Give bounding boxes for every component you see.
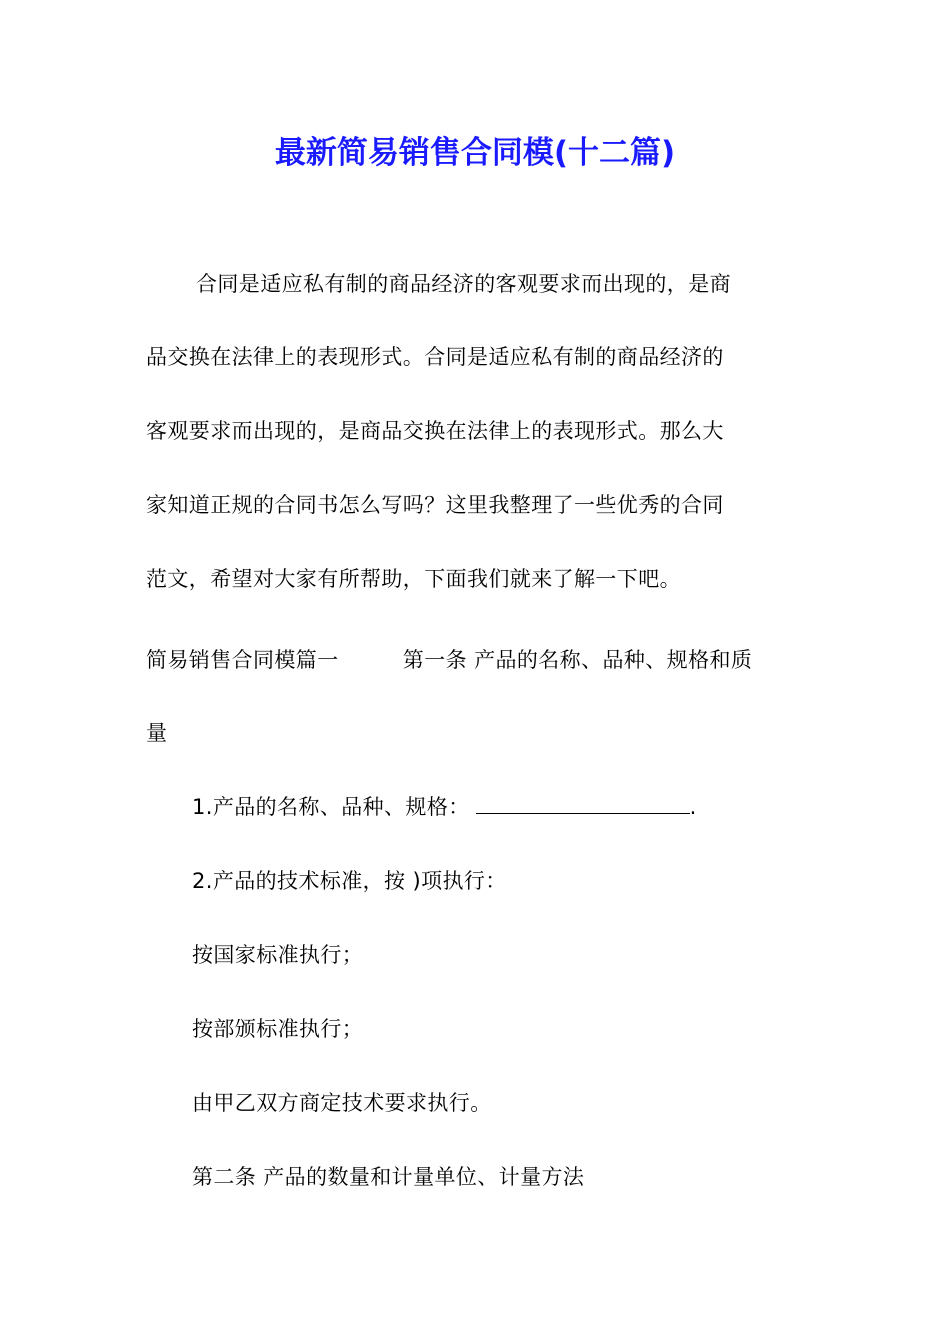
intro-line-5: 范文，希望对大家有所帮助，下面我们就来了解一下吧。: [146, 567, 681, 591]
option-1: 按国家标准执行；: [192, 943, 364, 967]
intro-line-2: 品交换在法律上的表现形式。合同是适应私有制的商品经济的: [146, 345, 724, 369]
item-1-end: .: [689, 795, 697, 819]
blank-underline: [476, 793, 690, 814]
intro-line-3: 客观要求而出现的，是商品交换在法律上的表现形式。那么大: [146, 419, 724, 443]
document-title: 最新简易销售合同模(十二篇): [274, 135, 676, 171]
intro-line-1: 合同是适应私有制的商品经济的客观要求而出现的，是商: [196, 272, 731, 296]
section-heading-line: 简易销售合同模篇一 第一条 产品的名称、品种、规格和质: [146, 648, 753, 672]
intro-line-4: 家知道正规的合同书怎么写吗？这里我整理了一些优秀的合同: [146, 493, 724, 517]
item-1-label: 1.产品的名称、品种、规格：: [192, 795, 470, 819]
option-3: 由甲乙双方商定技术要求执行。: [192, 1091, 492, 1115]
item-1: [192, 792, 697, 822]
section-heading-wrap: 量: [146, 721, 168, 745]
article-2-heading: 第二条 产品的数量和计量单位、计量方法: [192, 1165, 585, 1189]
item-2: 2.产品的技术标准，按 )项执行：: [192, 869, 507, 893]
option-2: 按部颁标准执行；: [192, 1017, 364, 1041]
